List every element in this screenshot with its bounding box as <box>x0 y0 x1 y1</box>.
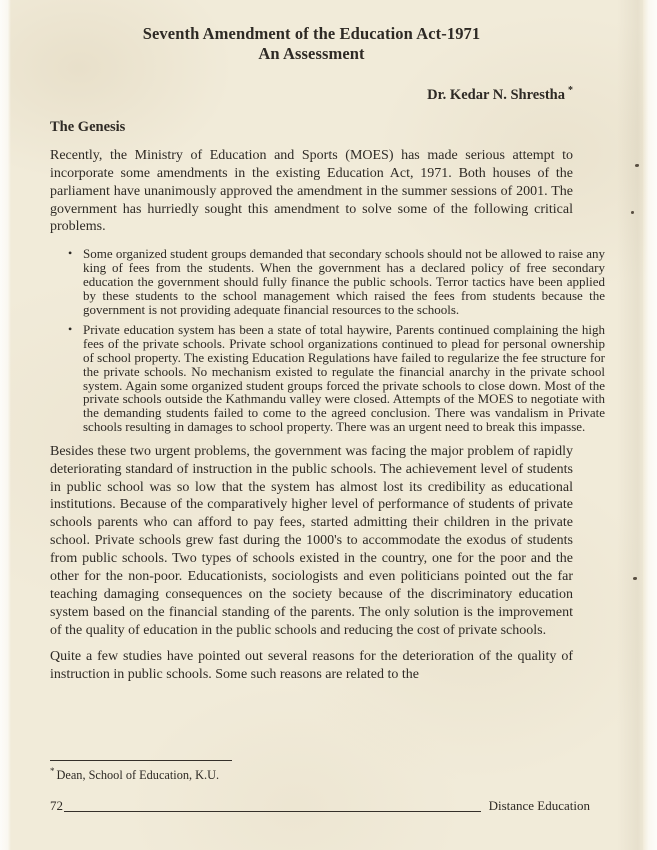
footnote-marker: * <box>50 766 55 776</box>
list-item <box>68 247 605 316</box>
paragraph-studies: Quite a few studies have pointed out several reasons for the deterioration of the quality of instruction in public schools. Some such reasons are related to the <box>50 648 573 682</box>
footer-rule <box>64 800 481 812</box>
footnote <box>50 760 573 783</box>
footnote-rule <box>50 760 232 761</box>
critical-problems-list <box>68 247 605 433</box>
author-footnote-marker: * <box>568 85 573 96</box>
bullet-icon: • <box>68 322 73 337</box>
journal-footer <box>50 798 590 814</box>
article-title <box>50 24 573 64</box>
page-edge-left <box>0 0 11 850</box>
bullet-text-student-groups: Some organized student groups demanded that secondary schools should not be allowed to raise any king of fees from the students. When the government has a declared policy of free secondary education the government should fully finance the public schools. Terror tactics have been applied by these students to the school management which raised the fees from students because the government is not providing adequate financial resources to the schools. <box>83 246 605 317</box>
article-title-line2: An Assessment <box>258 44 365 63</box>
page-curve-shadow <box>617 0 643 850</box>
paragraph-public-school-problem: Besides these two urgent problems, the government was facing the major problem of rapidly deteriorating standard of instruction in the public schools. The achievement level of students in public school was so low that the system has almost lost its credibility as educational institutions. Because of the comparatively higher level of performance of students of private schools parents who can afford to pay fees, started admitting their children in the private school. Private schools grew fast during the 1000's to accommodate the exodus of students from public schools. Two types of schools existed in the country, one for the poor and the other for the non-poor. Educationists, sociologists and even politicians pointed out the far teaching damaging consequences on the society because of the discriminatory education system based on the financial standing of the parents. The only solution is the improvement of the quality of education in the public schools and reducing the cost of private schools. <box>50 443 573 638</box>
page-edge-right <box>643 0 657 850</box>
list-item <box>68 323 605 433</box>
bullet-icon: • <box>68 246 73 261</box>
paragraph-genesis-intro: Recently, the Ministry of Education and Sports (MOES) has made serious attempt to incorporate some amendments in the existing Education Act, 1971. Both houses of the parliament have unanimously approved the amendment in the summer sessions of 2001. The government has hurriedly sought this amendment to solve some of the following critical problems. <box>50 147 573 235</box>
author-name: Dr. Kedar N. Shrestha <box>427 86 565 103</box>
author-line <box>50 82 573 104</box>
bullet-text-private-education: Private education system has been a state of total haywire, Parents continued complaining the high fees of the private schools. Private school organizations continued to plead for personal ownership of school property. The existing Education Regulations have failed to regularize the fee structure for the private schools. No mechanism existed to regulate the financial anarchy in the private school system. Again some organized student groups forced the private schools to close down. Most of the private schools outside the Kathmandu valley were closed. Attempts of the MOES to negotiate with the demanding students failed to come to the agreed conclusion. There was vandalism in Private schools resulting in damages to school property. There was an urgent need to break this impasse. <box>83 322 605 434</box>
footnote-text <box>50 764 573 783</box>
footnote-body: Dean, School of Education, K.U. <box>56 768 220 783</box>
journal-name: Distance Education <box>488 798 590 813</box>
article-title-line1: Seventh Amendment of the Education Act-1971 <box>142 24 481 43</box>
section-heading: The Genesis <box>50 118 126 135</box>
page-number: 72 <box>50 798 63 813</box>
